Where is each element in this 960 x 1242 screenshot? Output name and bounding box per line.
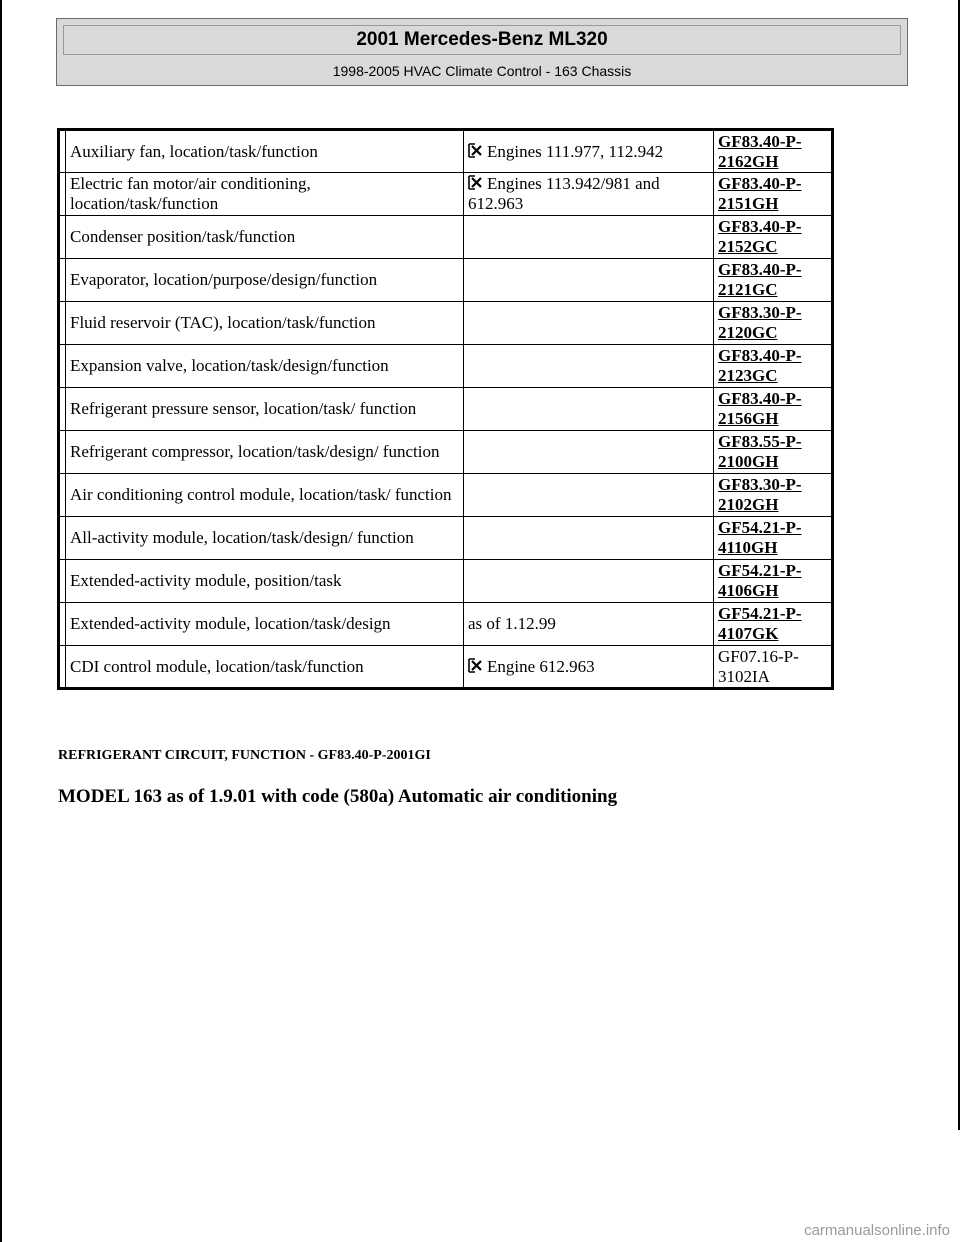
description-cell: Electric fan motor/air conditioning, location/task/function (66, 173, 464, 216)
row-spacer-cell (59, 517, 66, 560)
table-row (59, 259, 833, 302)
page-border-left (0, 0, 2, 1242)
row-spacer-cell (59, 259, 66, 302)
document-reference-cell[interactable] (714, 302, 833, 345)
row-spacer-cell (59, 130, 66, 173)
table-row (59, 431, 833, 474)
document-reference-cell (714, 646, 833, 689)
table-row (59, 302, 833, 345)
document-reference-cell[interactable] (714, 216, 833, 259)
note-cell (464, 517, 714, 560)
reference-table (57, 128, 834, 690)
document-reference-cell[interactable] (714, 517, 833, 560)
document-link[interactable]: GF54.21-P- (718, 518, 802, 537)
document-link[interactable]: GF83.40-P- (718, 131, 802, 151)
note-cell (464, 603, 714, 646)
reference-table-body (59, 130, 833, 689)
document-link[interactable]: GF83.40-P- (718, 217, 802, 236)
document-link[interactable]: GF83.55-P- (718, 432, 802, 451)
note-cell (464, 302, 714, 345)
document-reference-cell[interactable] (714, 259, 833, 302)
table-row (59, 216, 833, 259)
row-spacer-cell (59, 474, 66, 517)
description-cell: Air conditioning control module, location/task/ function (66, 474, 464, 517)
note-cell (464, 431, 714, 474)
note-cell (464, 474, 714, 517)
table-row (59, 345, 833, 388)
description-cell: Refrigerant compressor, location/task/design/ function (66, 431, 464, 474)
table-row (59, 388, 833, 431)
document-link[interactable]: GF54.21-P- (718, 561, 802, 580)
note-text: Engines 111.977, 112.942 (487, 141, 664, 161)
document-reference-cell[interactable] (714, 345, 833, 388)
document-link[interactable]: GF83.40-P- (718, 174, 802, 193)
row-spacer-cell (59, 345, 66, 388)
document-link[interactable]: GF83.40-P- (718, 260, 802, 279)
close-icon (468, 175, 483, 190)
row-spacer-cell (59, 173, 66, 216)
document-reference-cell[interactable] (714, 603, 833, 646)
document-link-suffix[interactable]: 4106GH (718, 581, 779, 600)
document-reference-cell[interactable] (714, 173, 833, 216)
note-cell (464, 259, 714, 302)
section-title: REFRIGERANT CIRCUIT, FUNCTION - GF83.40-P-2001GI (58, 748, 431, 763)
table-row (59, 474, 833, 517)
document-link-suffix[interactable]: 2100GH (718, 452, 779, 471)
document-link-suffix[interactable]: 4107GK (718, 624, 779, 643)
note-cell (464, 646, 714, 689)
table-row (59, 517, 833, 560)
description-cell: Evaporator, location/purpose/design/function (66, 259, 464, 302)
document-link[interactable]: GF83.40-P- (718, 389, 802, 408)
row-spacer-cell (59, 216, 66, 259)
row-spacer-cell (59, 646, 66, 689)
description-cell: Expansion valve, location/task/design/function (66, 345, 464, 388)
document-reference-cell[interactable] (714, 388, 833, 431)
note-cell (464, 173, 714, 216)
note-cell (464, 388, 714, 431)
close-icon (468, 658, 483, 673)
document-reference-cell[interactable] (714, 130, 833, 173)
row-spacer-cell (59, 603, 66, 646)
table-row (59, 560, 833, 603)
description-cell: Condenser position/task/function (66, 216, 464, 259)
document-id-suffix: 3102IA (718, 666, 770, 686)
watermark: carmanualsonline.info (804, 1222, 950, 1239)
document-link-suffix[interactable]: 2151GH (718, 194, 779, 213)
note-text: Engines 113.942/981 and 612.963 (468, 174, 660, 213)
document-reference-cell[interactable] (714, 474, 833, 517)
row-spacer-cell (59, 560, 66, 603)
note-cell (464, 560, 714, 603)
document-link[interactable]: GF83.30-P- (718, 303, 802, 322)
description-cell: Extended-activity module, location/task/design (66, 603, 464, 646)
document-link-suffix[interactable]: 2156GH (718, 409, 779, 428)
close-icon (468, 143, 483, 158)
document-link-suffix[interactable]: 2123GC (718, 366, 778, 385)
description-cell: Fluid reservoir (TAC), location/task/function (66, 302, 464, 345)
description-cell: Refrigerant pressure sensor, location/task/ function (66, 388, 464, 431)
table-row (59, 130, 833, 173)
document-id: GF07.16-P- (718, 646, 799, 666)
note-text: as of 1.12.99 (468, 614, 556, 633)
document-link-suffix[interactable]: 2121GC (718, 280, 778, 299)
document-link-suffix[interactable]: 2152GC (718, 237, 778, 256)
row-spacer-cell (59, 302, 66, 345)
document-link-suffix[interactable]: 2162GH (718, 151, 779, 171)
table-row (59, 603, 833, 646)
document-header (56, 18, 908, 86)
header-subtitle: 1998-2005 HVAC Climate Control - 163 Chassis (332, 63, 632, 79)
description-cell: CDI control module, location/task/function (66, 646, 464, 689)
table-row (59, 646, 833, 689)
note-cell (464, 216, 714, 259)
note-cell (464, 345, 714, 388)
note-cell (464, 130, 714, 173)
document-reference-cell[interactable] (714, 560, 833, 603)
description-cell: All-activity module, location/task/design/ function (66, 517, 464, 560)
document-link-suffix[interactable]: 4110GH (718, 538, 778, 557)
note-text: Engine 612.963 (487, 656, 595, 676)
table-row (59, 173, 833, 216)
document-link[interactable]: GF54.21-P- (718, 604, 802, 623)
description-cell: Auxiliary fan, location/task/function (66, 130, 464, 173)
document-link-suffix[interactable]: 2102GH (718, 495, 779, 514)
document-link[interactable]: GF83.40-P- (718, 346, 802, 365)
document-link-suffix[interactable]: 2120GC (718, 323, 778, 342)
header-title: 2001 Mercedes-Benz ML320 (63, 25, 901, 55)
row-spacer-cell (59, 388, 66, 431)
document-reference-cell[interactable] (714, 431, 833, 474)
document-link[interactable]: GF83.30-P- (718, 475, 802, 494)
description-cell: Extended-activity module, position/task (66, 560, 464, 603)
model-line: MODEL 163 as of 1.9.01 with code (580a) Automatic air conditioning (58, 786, 618, 807)
row-spacer-cell (59, 431, 66, 474)
